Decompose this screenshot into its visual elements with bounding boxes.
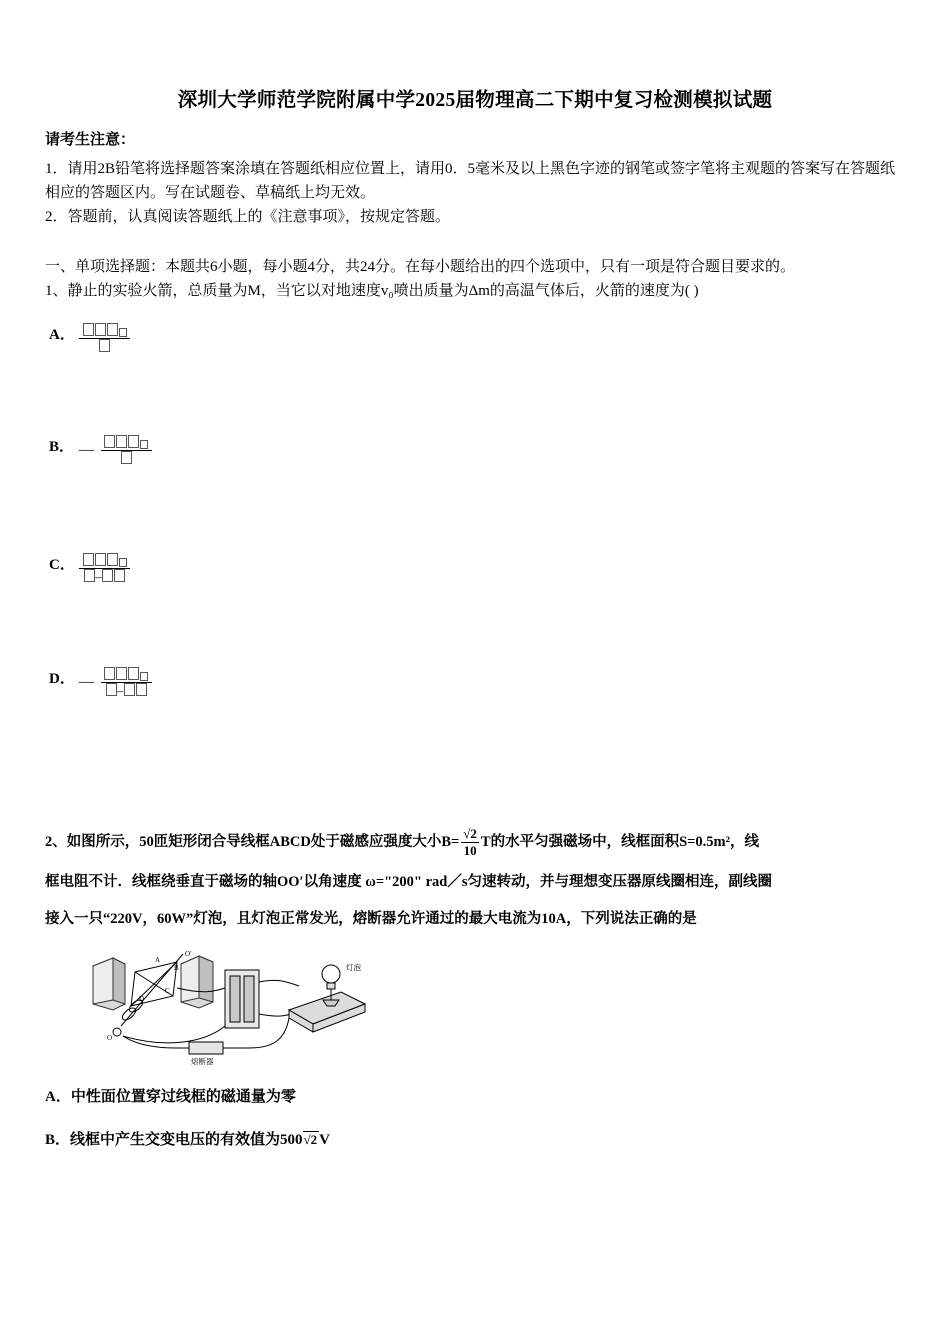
- option-c-expression: [79, 553, 905, 583]
- question-2-option-a[interactable]: [45, 1084, 905, 1110]
- fraction-a-denominator: [79, 339, 130, 354]
- fraction-c-numerator: [79, 553, 130, 569]
- fraction-c: [79, 553, 130, 583]
- question-2-option-a-text: 中性面位置穿过线框的磁通量为零: [70, 1089, 296, 1106]
- question-2-option-a-label: A．: [45, 1089, 71, 1106]
- option-b-minus-sign: —: [79, 441, 94, 458]
- question-2-text-after-fraction: T的水平匀强磁场中，线框面积S=0.5m²，线: [480, 833, 759, 850]
- option-d-minus-sign: —: [79, 673, 94, 690]
- option-a-expression: [79, 323, 905, 353]
- sqrt-icon: √2: [303, 1131, 318, 1147]
- question-2-option-b-text-before: 线框中产生交变电压的有效值为500: [70, 1131, 303, 1148]
- figure-label-axis-bottom: O: [107, 1034, 113, 1043]
- figure-label-c: C: [165, 987, 170, 996]
- question-2-option-b[interactable]: [45, 1127, 905, 1153]
- option-a-label: A．: [49, 326, 75, 343]
- figure-label-b: B: [174, 964, 179, 973]
- question-2: [45, 821, 905, 1153]
- option-c-label: C．: [49, 556, 75, 573]
- option-d-expression: [79, 667, 905, 697]
- page-title: 深圳大学师范学院附属中学2025届物理高二下期中复习检测模拟试题: [177, 90, 773, 111]
- option-b-expression: [79, 435, 905, 465]
- figure-label-a: A: [155, 956, 161, 965]
- document-content: [45, 88, 905, 1153]
- notice-item-1: 1．请用2B铅笔将选择题答案涂填在答题纸相应位置上，请用0．5毫米及以上黑色字迹的钢笔或签字笔将主观题的答案写在答题纸相应的答题区内。写在试题卷、草稿纸上均无效。: [45, 160, 896, 201]
- question-2-line-1: [45, 821, 905, 865]
- figure-label-d: D: [139, 995, 145, 1004]
- question-1-stem: 1、静止的实验火箭，总质量为M，当它以对地速度v₀喷出质量为Δm的高温气体后，火箭的速度为( ): [45, 283, 699, 300]
- figure-label-fuse: 熔断器: [191, 1057, 214, 1067]
- question-2-line-2: 框电阻不计．线框绕垂直于磁场的轴OO′以角速度 ω="200" rad／s匀速转动，并与理想变压器原线圈相连，副线圈: [45, 874, 772, 891]
- question-2-figure: [73, 948, 373, 1068]
- question-2-option-b-text-after: V: [319, 1131, 331, 1148]
- fraction-b-denominator: [101, 451, 152, 466]
- notice-item-2: 2．答题前，认真阅读答题纸上的《注意事项》，按规定答题。: [45, 209, 451, 226]
- fraction-d: [101, 667, 152, 697]
- question-1-option-b[interactable]: [45, 435, 905, 553]
- question-2-line-3: 接入一只“220V，60W”灯泡，且灯泡正常发光，熔断器允许通过的最大电流为10A，下列说法正确的是: [45, 911, 697, 928]
- figure-label-lamp: 灯泡: [346, 963, 361, 973]
- question-1-option-a[interactable]: [45, 323, 905, 435]
- question-2-fraction: [461, 827, 479, 859]
- fraction-c-denominator: –: [79, 569, 130, 584]
- question-1-option-c[interactable]: [45, 553, 905, 667]
- question-2-fraction-denominator: 10: [463, 843, 477, 859]
- fraction-d-denominator: –: [101, 683, 152, 698]
- fraction-d-numerator: [101, 667, 152, 683]
- question-2-option-b-label: B．: [45, 1131, 71, 1148]
- question-2-text-before-fraction: 2、如图所示，50匝矩形闭合导线框ABCD处于磁感应强度大小B=: [45, 833, 460, 850]
- fraction-b-numerator: [101, 435, 152, 451]
- fraction-b: [101, 435, 152, 465]
- question-2-fraction-numerator: √2: [461, 827, 479, 843]
- fraction-a: [79, 323, 130, 353]
- option-d-label: D．: [49, 670, 75, 687]
- section-1-heading: 一、单项选择题：本题共6小题，每小题4分，共24分。在每小题给出的四个选项中，只有一项是符合题目要求的。: [45, 259, 796, 276]
- transformer-circuit-diagram: [73, 948, 373, 1068]
- fraction-a-numerator: [79, 323, 130, 339]
- figure-label-axis-top: O′: [185, 950, 192, 959]
- option-b-label: B．: [49, 438, 75, 455]
- notice-heading: 请考生注意：: [45, 132, 136, 149]
- question-1-option-d[interactable]: [45, 667, 905, 779]
